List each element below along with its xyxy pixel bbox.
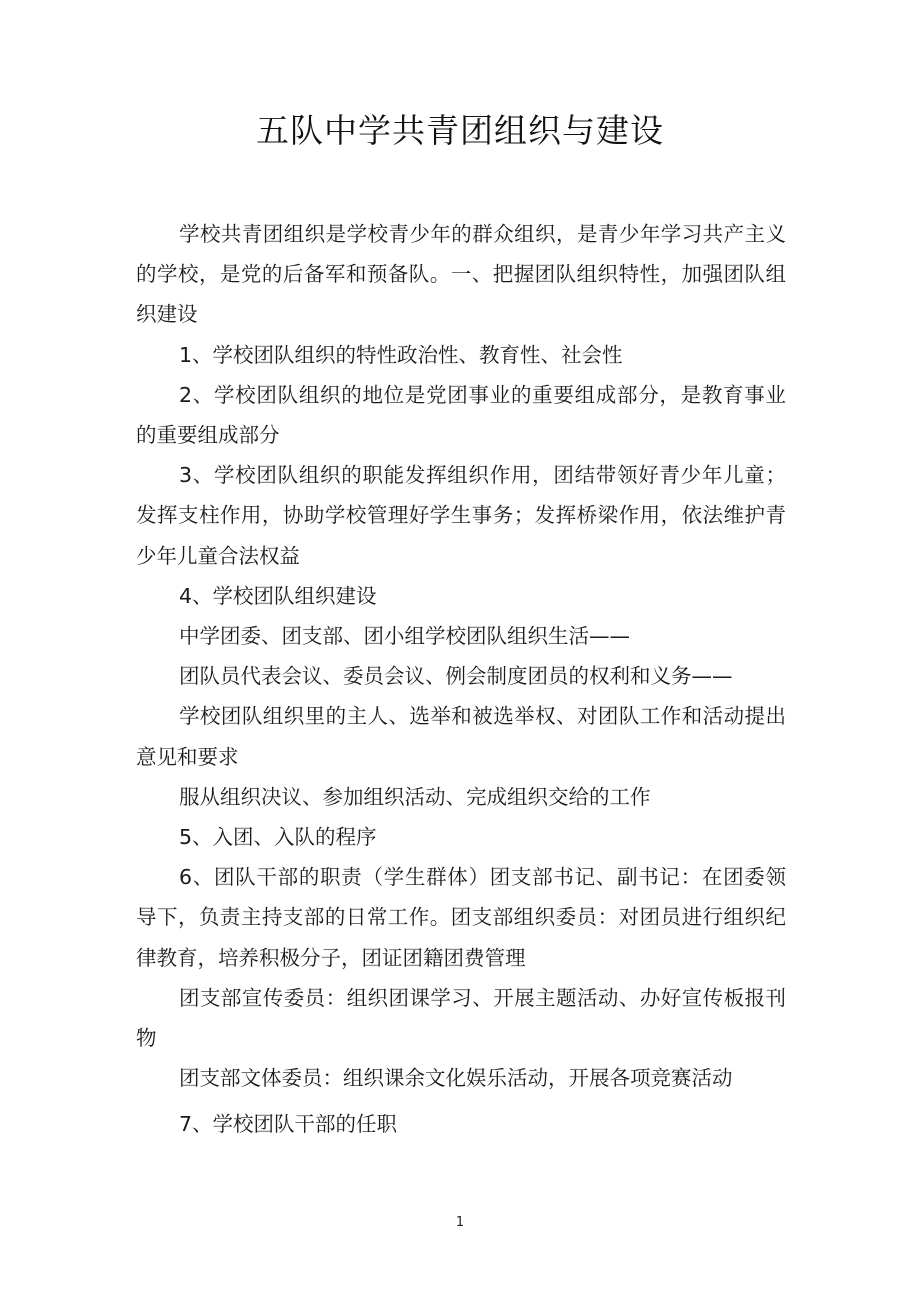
paragraph-item-5: 5、入团、入队的程序: [179, 825, 377, 850]
paragraph-publicity-committee: 团支部宣传委员：组织团课学习、开展主题活动、办好宣传板报刊物: [136, 985, 786, 1051]
paragraph-duties: 服从组织决议、参加组织活动、完成组织交给的工作: [179, 784, 651, 809]
document-title: 五队中学共青团组织与建设: [256, 111, 664, 150]
paragraph-item-2: 2、学校团队组织的地位是党团事业的重要组成部分，是教育事业的重要组成部分: [136, 382, 786, 448]
paragraph-culture-committee: 团支部文体委员：组织课余文化娱乐活动，开展各项竞赛活动: [179, 1066, 733, 1091]
document-body: [136, 214, 786, 1145]
paragraph-item-4: 4、学校团队组织建设: [179, 583, 377, 608]
paragraph-item-7: 7、学校团队干部的任职: [179, 1112, 398, 1137]
paragraph-item-6: 6、团队干部的职责（学生群体）团支部书记、副书记：在团委领导下，负责主持支部的日常工作。团支部组织委员：对团员进行组织纪律教育，培养积极分子，团证团籍团费管理: [136, 865, 786, 970]
paragraph-intro: 学校共青团组织是学校青少年的群众组织，是青少年学习共产主义的学校，是党的后备军和预备队。一、把握团队组织特性，加强团队组织建设: [136, 222, 786, 327]
paragraph-rights: 学校团队组织里的主人、选举和被选举权、对团队工作和活动提出意见和要求: [136, 704, 786, 769]
page-number: 1: [455, 1215, 465, 1230]
paragraph-org-structure: 中学团委、团支部、团小组学校团队组织生活——: [179, 624, 630, 649]
paragraph-item-3: 3、学校团队组织的职能发挥组织作用，团结带领好青少年儿童；发挥支柱作用，协助学校管理好学生事务；发挥桥梁作用，依法维护青少年儿童合法权益: [136, 463, 786, 568]
paragraph-meetings: 团队员代表会议、委员会议、例会制度团员的权利和义务——: [179, 664, 733, 689]
paragraph-item-1: 1、学校团队组织的特性政治性、教育性、社会性: [179, 342, 623, 367]
